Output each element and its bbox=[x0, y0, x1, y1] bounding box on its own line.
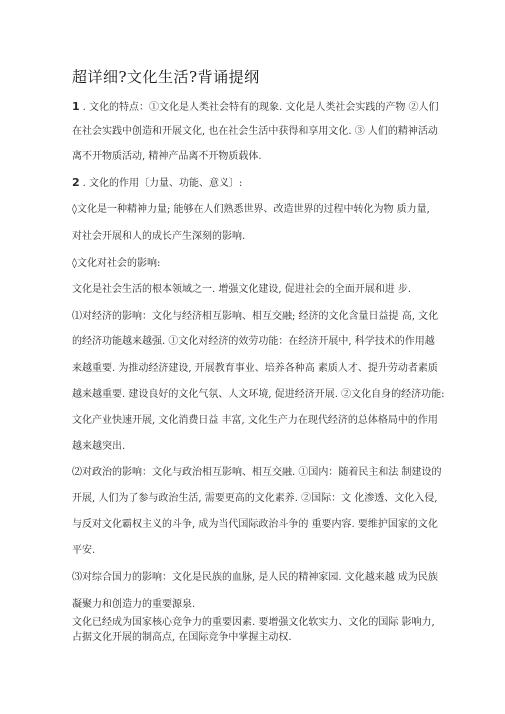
text-line bbox=[72, 415, 438, 427]
page-title: 超详细?文化生活?背诵提纲 bbox=[72, 68, 260, 86]
text-line bbox=[72, 441, 125, 453]
text-line bbox=[72, 177, 242, 190]
line-text: ◊文化对社会的影响: bbox=[72, 258, 161, 269]
text-line bbox=[72, 632, 292, 644]
line-text: 平安. bbox=[72, 545, 96, 556]
text-line bbox=[72, 101, 439, 114]
line-text: 占据文化开展的制高点, 在国际竞争中掌握主动权. bbox=[72, 632, 292, 643]
line-text: 文化已经成为国家核心竞争力的重要因素. 要增强文化软实力、文化的国际 影响力, bbox=[72, 617, 435, 628]
text-line bbox=[72, 204, 430, 216]
line-text: 离不开物质活动, 精神产品离不开物质载体. bbox=[72, 151, 262, 162]
text-line bbox=[72, 389, 444, 401]
line-text: 来越重要. 为推动经济建设, 开展教育事业、培养各种高 素质人才、提升劳动者素质 bbox=[72, 363, 438, 374]
text-line bbox=[72, 493, 437, 505]
text-line bbox=[72, 467, 442, 479]
line-text: ⑵对政治的影响：文化与政治相互影响、相互交融. ①国内：随着民主和法 制建设的 bbox=[72, 467, 442, 478]
text-line bbox=[72, 231, 245, 243]
line-text: ⑶对综合国力的影响：文化是民族的血脉, 是人民的精神家园. 文化越来越 成为民族 bbox=[72, 572, 438, 583]
line-text: 凝聚力和创造力的重要源泉. bbox=[72, 599, 196, 610]
text-line bbox=[72, 336, 435, 348]
line-text: 越来越重要. 建设良好的文化气氛、人文环境, 促进经济开展. ②文化自身的经济功能: bbox=[72, 389, 445, 400]
line-text: 开展, 人们为了参与政治生活, 需要更高的文化素养. ②国际：文 化渗透、文化入侵, bbox=[72, 493, 438, 504]
line-text: . 文化的特点：①文化是人类社会特有的现象. 文化是人类社会实践的产物 ②人们 bbox=[82, 102, 439, 113]
line-text: 在社会实践中创造和开展文化, 也在社会生活中获得和享用文化. ③ 人们的精神活动 bbox=[72, 126, 438, 137]
text-line bbox=[72, 545, 95, 557]
text-line bbox=[72, 151, 262, 163]
text-line bbox=[72, 617, 435, 629]
line-text: 的经济功能越来越强. ①文化对经济的效劳功能：在经济开展中, 科学技术的作用越 bbox=[72, 336, 435, 347]
text-line bbox=[72, 572, 438, 584]
text-line bbox=[72, 599, 195, 611]
text-line bbox=[72, 284, 411, 296]
line-text: 越来越突出. bbox=[72, 441, 126, 452]
line-text: 对社会开展和人的成长产生深刻的影响. bbox=[72, 231, 246, 242]
line-text: ◊文化是一种精神力量; 能够在人们熟悉世界、改造世界的过程中转化为物 质力量, bbox=[72, 204, 430, 215]
section-number: 2 bbox=[72, 176, 80, 189]
line-text: 与反对文化霸权主义的斗争, 成为当代国际政治斗争的 重要内容. 要维护国家的文化 bbox=[72, 519, 438, 530]
line-text: . 文化的作用〔力量、功能、意义〕: bbox=[82, 178, 243, 189]
line-text: 文化产业快速开展, 文化消费日益 丰富, 文化生产力在现代经济的总体格局中的作用 bbox=[72, 415, 438, 426]
text-line bbox=[72, 258, 160, 270]
line-text: ⑴对经济的影响：文化与经济相互影响、相互交融; 经济的文化含量日益提 高, 文化 bbox=[72, 311, 439, 322]
text-line bbox=[72, 363, 438, 375]
text-line bbox=[72, 126, 438, 138]
section-number: 1 bbox=[72, 100, 80, 113]
text-line bbox=[72, 311, 438, 323]
text-line bbox=[72, 519, 438, 531]
line-text: 文化是社会生活的根本领域之一. 增强文化建设, 促进社会的全面开展和进 步. bbox=[72, 284, 412, 295]
